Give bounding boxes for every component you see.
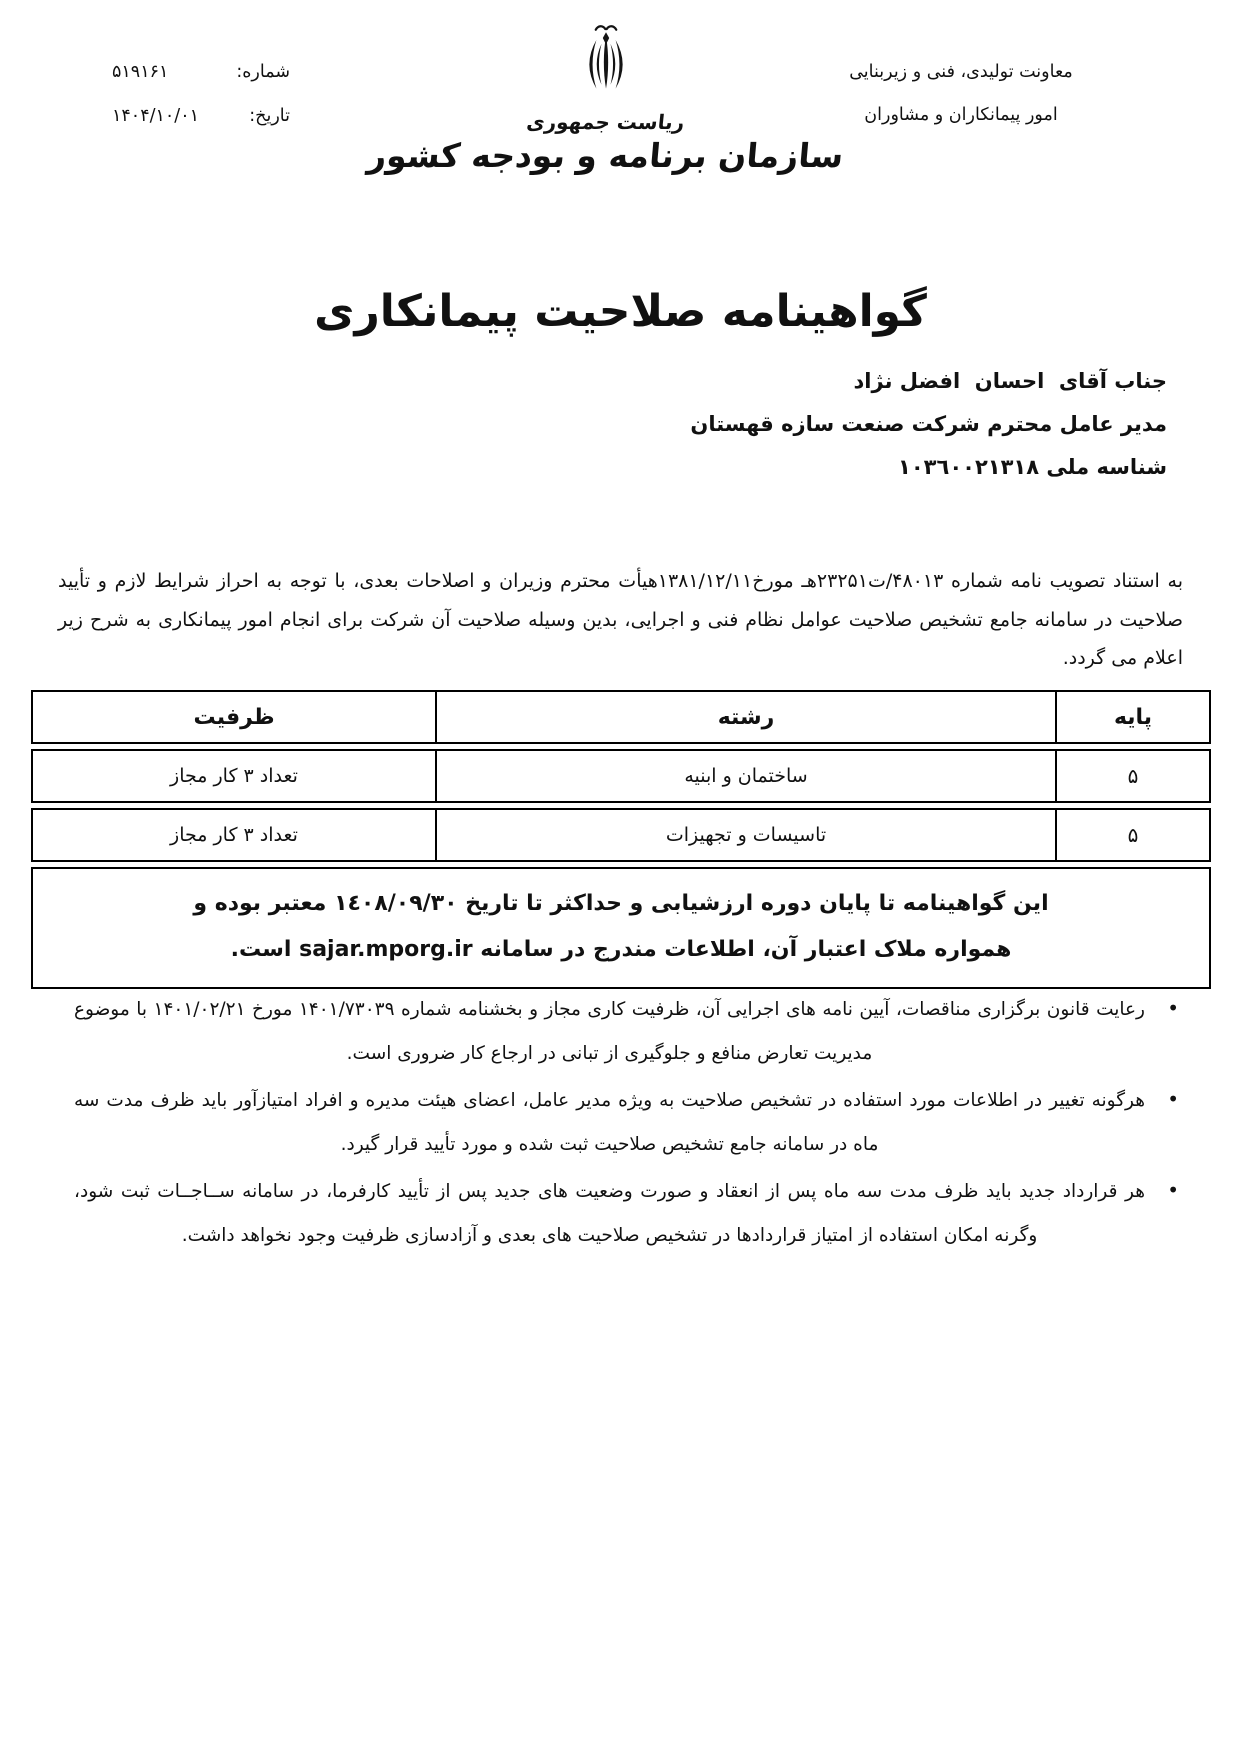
condition-text: هر قرارداد جدید باید ظرف مدت سه ماه پس از انعقاد و صورت وضعیت های جدید پس از تأیید کارفرما، در سامانه ســاجــات ثبت شود، وگرنه امکان استفاده از امتیاز قراردادها در تشخیص صلاحیت های بعدی و آزادسازی ظرفیت وجود نخواهد داشت. [74, 1181, 1145, 1246]
iran-emblem-icon [574, 22, 638, 104]
bullet-icon: • [1167, 1178, 1179, 1202]
letter-meta-block [112, 62, 290, 150]
header-capacity: ظرفیت [193, 704, 275, 730]
bullet-icon: • [1167, 996, 1179, 1020]
validity-statement [31, 867, 1211, 989]
deputy-name: معاونت تولیدی، فنی و زیربنایی [849, 62, 1073, 82]
validity-line-1: این گواهینامه تا پایان دوره ارزشیابی و حداکثر تا تاریخ ۱٤۰۸/۰۹/۳۰ معتبر بوده و [193, 891, 1049, 916]
letter-number-value: ۵۱۹۱۶۱ [112, 62, 169, 82]
row-capacity: تعداد ۳ کار مجاز [170, 824, 298, 846]
row-field: تاسیسات و تجهیزات [435, 810, 1057, 860]
conditions-list [74, 988, 1179, 1261]
certificate-title: گواهینامه صلاحیت پیمانکاری [314, 286, 927, 337]
table-row [31, 808, 1211, 862]
condition-text: رعایت قانون برگزاری مناقصات، آیین نامه های اجرایی آن، ظرفیت کاری مجاز و بخشنامه شماره ۱۴۰۱/۷۳۰۳۹ مورخ ۱۴۰۱/۰۲/۲۱ با موضوع مدیریت تعارض منافع و جلوگیری از تبانی در ارجاع کار ضروری است. [74, 999, 1145, 1064]
letterhead [0, 0, 1241, 230]
list-item [74, 1170, 1179, 1257]
list-item [74, 988, 1179, 1075]
addressee-role-company: مدیر عامل محترم شرکت صنعت سازه قهستان [690, 412, 1167, 436]
letter-date-row [112, 106, 290, 126]
list-item [74, 1079, 1179, 1166]
row-field: ساختمان و ابنیه [435, 751, 1057, 801]
header-grade: پایه [1113, 704, 1153, 730]
validity-line-2: همواره ملاک اعتبار آن، اطلاعات مندرج در سامانه sajar.mporg.ir است. [230, 937, 1012, 962]
letter-date-label: تاریخ: [249, 106, 290, 126]
table-header-row [31, 690, 1211, 744]
addressee-national-id: شناسه ملی ۱۰۳٦۰۰۲۱۳۱۸ [898, 455, 1167, 479]
row-grade: ۵ [1127, 823, 1139, 847]
addressee-person: جناب آقای احسان افضل نژاد [853, 369, 1167, 393]
row-capacity: تعداد ۳ کار مجاز [170, 765, 298, 787]
row-grade: ۵ [1127, 764, 1139, 788]
qualification-table [31, 690, 1211, 994]
table-row [31, 749, 1211, 803]
letter-number-row [112, 62, 290, 82]
addressee-block [74, 360, 1167, 489]
letter-number-label: شماره: [236, 62, 290, 82]
condition-text: هرگونه تغییر در اطلاعات مورد استفاده در تشخیص صلاحیت به ویژه مدیر عامل، اعضای هیئت مدیره و افراد امتیازآور باید ظرف مدت سه ماه در سامانه جامع تشخیص صلاحیت ثبت شده و مورد تأیید قرار گیرد. [74, 1090, 1145, 1155]
organization-name: سازمان برنامه و بودجه کشور [365, 136, 846, 175]
header-field: رشته [435, 692, 1057, 742]
letter-date-value: ۱۴۰۴/۱۰/۰۱ [112, 106, 199, 126]
legal-basis-paragraph: به استناد تصویب نامه شماره ۴۸۰۱۳/ت۲۳۲۵۱هـ مورخ۱۳۸۱/۱۲/۱۱هیأت محترم وزیران و اصلاحات بعدی، با توجه به احراز شرایط لازم و تأیید صلاحیت در سامانه جامع تشخیص صلاحیت عوامل نظام فنی و اجرایی، بدین وسیله صلاحیت آن شرکت برای انجام امور پیمانکاری به شرح زیر اعلام می گردد. [58, 570, 1183, 669]
department-name: امور پیمانکاران و مشاوران [864, 105, 1058, 125]
presidency-caption: ریاست جمهوری [525, 110, 686, 134]
bullet-icon: • [1167, 1087, 1179, 1111]
